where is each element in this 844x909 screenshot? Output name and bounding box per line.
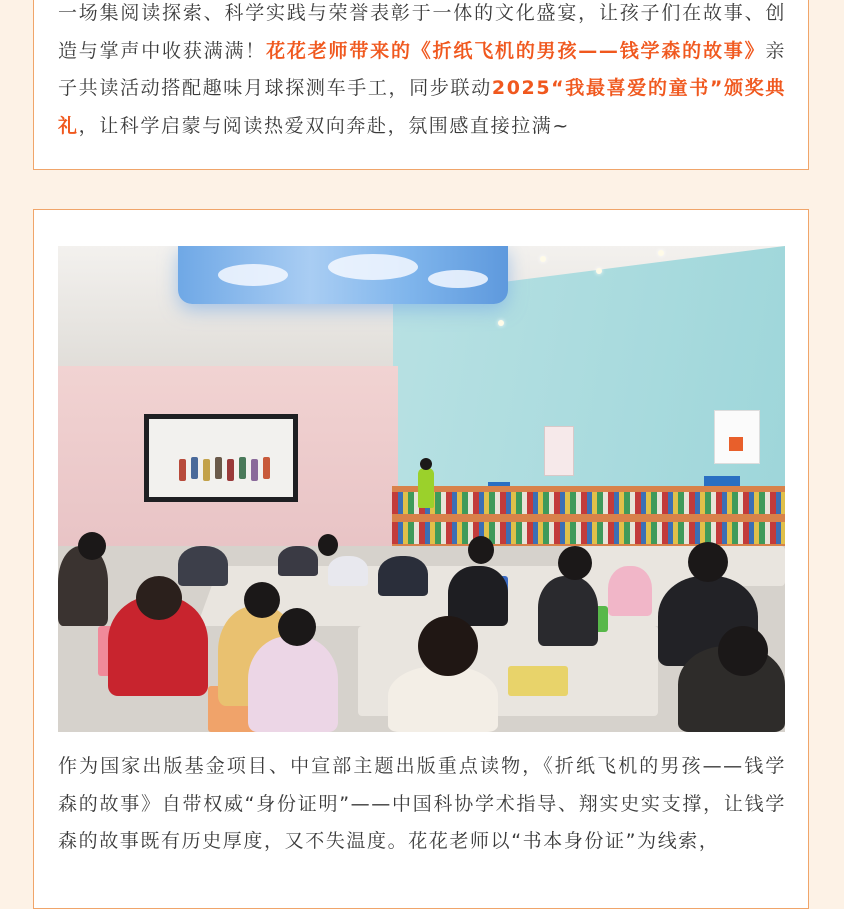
projector-screen [144, 414, 298, 502]
activity-paragraph: 作为国家出版基金项目、中宣部主题出版重点读物，《折纸飞机的男孩——钱学森的故事》自带权威“身份证明”——中国科协学术指导、翔实史实支撑，让钱学森的故事既有历史厚度，又不失温度。花花老师以“书本身份证”为线索， [58, 755, 786, 852]
intro-text-1: 一场集阅读探索、科学实践与荣誉表彰于一体的文化盛宴，让孩子们在故事、创造与掌声中收获满满！ [58, 2, 786, 62]
intro-text-2: 亲子共读活动搭配趣味月球探测车手工，同步联动 [58, 39, 786, 99]
wall-poster [544, 426, 574, 476]
intro-card [33, 0, 809, 170]
bookshelf [392, 486, 785, 554]
award-ceremony-highlight: 2025“我最喜爱的童书”颁奖典礼 [58, 77, 786, 137]
intro-paragraph [58, 0, 786, 145]
teacher-figure [418, 468, 434, 508]
intro-text-3: ，让科学启蒙与阅读热爱双向奔赴，氛围感直接拉满~ [78, 114, 570, 137]
activity-card [33, 209, 809, 909]
book-title-highlight: 花花老师带来的《折纸飞机的男孩——钱学森的故事》 [266, 39, 766, 62]
photo-skylight [178, 246, 508, 304]
event-photo[interactable] [58, 246, 785, 732]
wall-sign [714, 410, 760, 464]
